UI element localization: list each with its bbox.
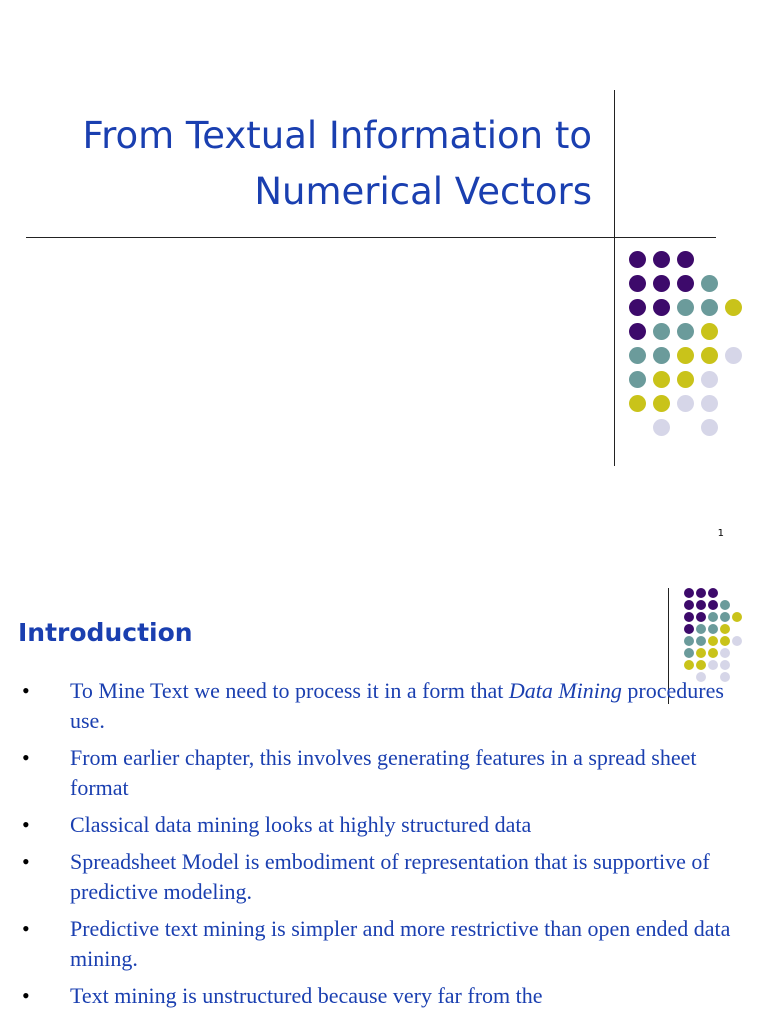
decorative-dot bbox=[653, 419, 670, 436]
decorative-dot bbox=[720, 624, 730, 634]
decorative-dot bbox=[629, 371, 646, 388]
decorative-dot bbox=[629, 275, 646, 292]
decorative-dot bbox=[684, 624, 694, 634]
title-line-1: From Textual Information to bbox=[82, 114, 592, 157]
page-number: 1 bbox=[717, 528, 724, 539]
decorative-dot bbox=[720, 612, 730, 622]
decorative-dot bbox=[629, 251, 646, 268]
decorative-dot bbox=[653, 347, 670, 364]
decorative-dot bbox=[708, 612, 718, 622]
decorative-dot bbox=[708, 588, 718, 598]
decorative-dot bbox=[701, 299, 718, 316]
decorative-dot bbox=[629, 395, 646, 412]
decorative-dot bbox=[684, 600, 694, 610]
decorative-dot bbox=[708, 636, 718, 646]
decorative-dot bbox=[732, 612, 742, 622]
decorative-dot bbox=[696, 624, 706, 634]
bullet-item bbox=[20, 743, 750, 803]
decorative-dot bbox=[653, 251, 670, 268]
bullet-item bbox=[20, 981, 750, 1011]
bullet-text: To Mine Text we need to process it in a form that bbox=[70, 678, 509, 703]
decorative-dot bbox=[684, 660, 694, 670]
decorative-dot bbox=[653, 371, 670, 388]
bullet-item bbox=[20, 810, 750, 840]
decorative-dot bbox=[696, 660, 706, 670]
decorative-dot bbox=[725, 347, 742, 364]
decorative-dot bbox=[629, 347, 646, 364]
decorative-dot bbox=[653, 323, 670, 340]
decorative-dot bbox=[677, 275, 694, 292]
decorative-dot bbox=[677, 347, 694, 364]
decorative-dot bbox=[684, 588, 694, 598]
decorative-dot bbox=[677, 251, 694, 268]
decorative-dot bbox=[684, 612, 694, 622]
decorative-dot bbox=[708, 660, 718, 670]
decorative-dot bbox=[701, 275, 718, 292]
decorative-dot bbox=[720, 636, 730, 646]
decorative-dot bbox=[696, 588, 706, 598]
decorative-dot bbox=[720, 600, 730, 610]
decorative-dot bbox=[653, 275, 670, 292]
slide-2 bbox=[0, 552, 768, 1024]
horizontal-divider bbox=[26, 237, 716, 238]
decorative-dot bbox=[653, 395, 670, 412]
decorative-dot bbox=[629, 323, 646, 340]
decorative-dot bbox=[701, 323, 718, 340]
bullet-text-end: procedures use. bbox=[70, 678, 724, 733]
decorative-dot bbox=[732, 636, 742, 646]
decorative-dot bbox=[720, 648, 730, 658]
bullet-text: Text mining is unstructured because very far from the bbox=[70, 983, 543, 1008]
decorative-dot bbox=[653, 299, 670, 316]
title-line-2: Numerical Vectors bbox=[254, 170, 592, 213]
vertical-divider bbox=[614, 90, 615, 466]
decorative-dot bbox=[708, 624, 718, 634]
decorative-dot bbox=[708, 600, 718, 610]
decorative-dot bbox=[696, 612, 706, 622]
bullet-text: Predictive text mining is simpler and more restrictive than open ended data mining. bbox=[70, 916, 731, 971]
decorative-dot bbox=[701, 347, 718, 364]
bullet-item bbox=[20, 847, 750, 907]
decorative-dot bbox=[701, 395, 718, 412]
bullet-text: Spreadsheet Model is embodiment of representation that is supportive of predictive modeling. bbox=[70, 849, 710, 904]
decorative-dot bbox=[696, 648, 706, 658]
decorative-dot bbox=[701, 371, 718, 388]
decorative-dot bbox=[725, 299, 742, 316]
decorative-dot bbox=[677, 323, 694, 340]
bullet-item bbox=[20, 914, 750, 974]
bullet-list bbox=[20, 676, 750, 1018]
slide-title bbox=[82, 108, 592, 220]
decorative-dot bbox=[677, 395, 694, 412]
slide-heading: Introduction bbox=[18, 618, 193, 647]
bullet-item bbox=[20, 676, 750, 736]
decorative-dot bbox=[708, 648, 718, 658]
decorative-dot bbox=[696, 600, 706, 610]
decorative-dot bbox=[629, 299, 646, 316]
decorative-dot bbox=[701, 419, 718, 436]
decorative-dot bbox=[696, 636, 706, 646]
bullet-emphasis: Data Mining bbox=[508, 678, 622, 703]
decorative-dot bbox=[684, 636, 694, 646]
decorative-dot bbox=[677, 371, 694, 388]
bullet-text: From earlier chapter, this involves generating features in a spread sheet format bbox=[70, 745, 697, 800]
decorative-dot bbox=[677, 299, 694, 316]
decorative-dot bbox=[720, 660, 730, 670]
bullet-text: Classical data mining looks at highly structured data bbox=[70, 812, 532, 837]
decorative-dot bbox=[684, 648, 694, 658]
